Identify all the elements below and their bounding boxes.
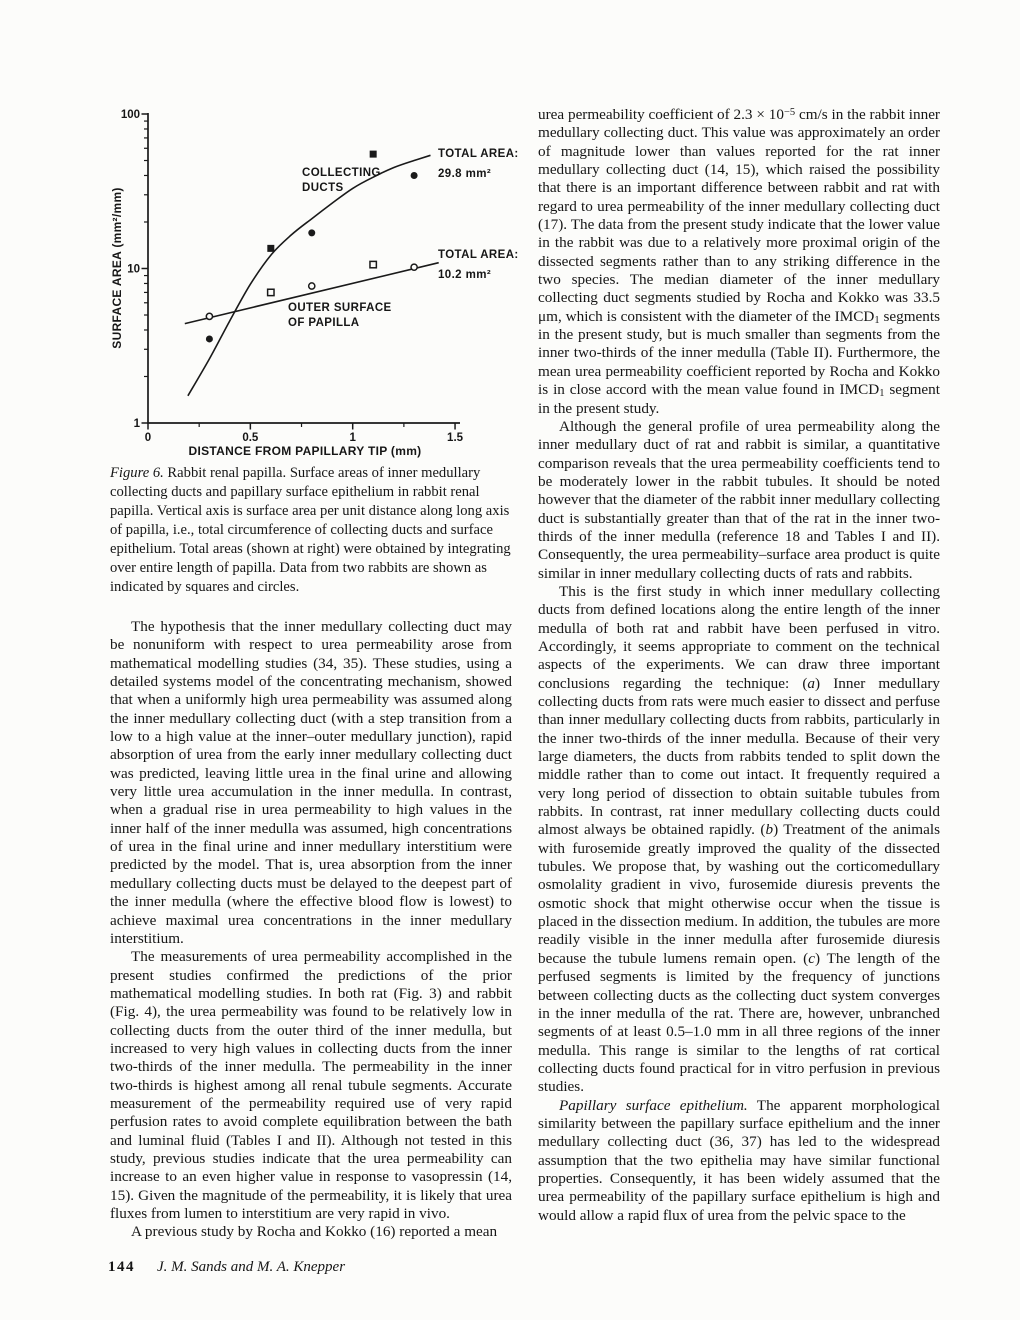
chart-annotation-outer-surface-label: OF PAPILLA [288, 317, 360, 329]
x-tick-label: 1 [349, 432, 356, 444]
chart-annotation-collecting-ducts-label: DUCTS [302, 182, 344, 194]
page-number: 144 [108, 1259, 135, 1275]
x-tick-label: 0 [144, 432, 152, 444]
paragraph: A previous study by Rocha and Kokko (16) reported a mean [131, 1223, 498, 1241]
chart-annotation-total-area-outer-surface: TOTAL AREA: [438, 249, 519, 261]
paragraph: The hypothesis that the inner medullary collecting duct may be nonuniform with respect to urea permeability arose from mathematical modelling studies (34, 35). These studies, using a detailed systems model of the concentrating mechanism, showed that when a uniformly high urea permeability was assumed along the inner medullary collecting duct (with a step transition from a low to a high value at the inner–outer medullary junction), rapid absorption of urea from the early inner medullary collecting duct was predicted, leaving little urea in the final urine and allowing very little urea accumulation in the inner medulla. In contrast, when a gradual rise in urea permeability to high values in the inner half of the inner medulla was assumed, high concentrations of urea in the final urine and inner medullary interstitium were predicted by the model. That is, urea absorption from the inner medullary collecting ducts must be delayed to the deepest part of the inner medulla (where the effective blood flow is lowest) to achieve maximal urea concentrations in the inner medullary interstitium. [110, 618, 512, 947]
data-point-filled-circle [411, 172, 418, 179]
x-tick-label: 1.5 [447, 432, 464, 444]
chart-annotation-total-area-outer-surface: 10.2 mm² [438, 269, 492, 281]
x-tick-label: 0.5 [242, 432, 259, 444]
y-tick-label: 100 [120, 109, 140, 121]
chart-annotation-total-area-collecting-ducts: TOTAL AREA: [438, 148, 519, 160]
paragraph: Figure 6. Rabbit renal papilla. Surface areas of inner medullary collecting ducts and papillary surface epithelium in rabbit renal papilla. Vertical axis is surface area per unit distance along long axis of papilla, i.e., total circumference of collecting ducts and surface epithelium. Total areas (shown at right) were obtained by integrating over entire length of papilla. Data from two rabbits are shown as indicated by squares and circles. [110, 465, 511, 595]
chart-annotation-total-area-collecting-ducts: 29.8 mm² [438, 168, 492, 180]
data-point-open-circle [309, 283, 315, 289]
chart-annotation-collecting-ducts-label: COLLECTING [302, 167, 381, 179]
y-tick-label: 10 [127, 263, 140, 276]
data-point-filled-square [267, 245, 274, 252]
data-point-open-square [268, 289, 274, 295]
paragraph: urea permeability coefficient of $2.3 \times 10^{-5}$ cm/s in the rabbit inner medullary collecting duct. This value was approximately an order of magnitude lower than values reported for the rat inner medullary collecting duct (14, 15), which raised the possibility that there is an important difference between rabbit and rat with regard to urea permeability of the inner medullary collecting duct (17). The data from the present study indicate that the lower value in the rabbit was due to a relatively more proximal origin of the dissected segments rather than to any striking difference in the two species. The median diameter of the inner medullary collecting duct segments studied by Rocha and Kokko was 33.5 μm, which is consistent with the diameter of the $IMCD_1$ segments in the present study, but is much smaller than segments from the inner two-thirds of the inner medulla (Table II). Furthermore, the mean urea permeability coefficient reported by Rocha and Kokko is in close accord with the mean value found in $IMCD_1$ segment in the present study. [538, 106, 940, 417]
chart-annotation-outer-surface-label: OUTER SURFACE [288, 302, 392, 314]
paragraph: This is the first study in which inner medullary collecting ducts from defined locations along the entire length of the inner medulla of both rat and rabbit have been perfused in vitro. Accordingly, it seems appropriate to comment on the technical aspects of the experiments. We can draw three important conclusions regarding the technique: (a) Inner medullary collecting ducts from rats were much easier to dissect and perfuse than inner medullary collecting ducts from rabbits, particularly in the inner two-thirds of the inner medulla. Because of their very large diameters, the ducts from rabbits tended to split down the middle rather than to come out intact. It frequently required a very long period of dissection to obtain suitable tubules from rabbits. In contrast, rat inner medullary collecting ducts could almost always be obtained rapidly. (b) Treatment of the animals with furosemide greatly improved the quality of the dissected tubules. We propose that, by washing out the corticomedullary osmolality gradient in vivo, furosemide diuresis prevents the osmotic shock that might otherwise occur when the tissue is placed in the dissection medium. In addition, the tubules are more readily visible in the inner medulla after furosemide diuresis because the tubule lumens remain open. (c) The length of the perfused segments is limited by the frequency of junctions between collecting ducts as the collecting duct system converges in the inner medulla of the rat. There are, however, unbranched segments of at least 0.5–1.0 mm in all three regions of the inner medulla. This range is similar to the lengths of rat cortical collecting ducts found practical for in vitro perfusion in previous studies. [538, 582, 941, 1096]
chart-curve-outer-surface-fit [185, 263, 439, 324]
left-column [110, 618, 512, 1242]
y-axis-title: SURFACE AREA (mm²/mm) [110, 187, 124, 349]
right-column [538, 106, 940, 1225]
figure-6-caption [110, 464, 514, 597]
data-point-filled-square [370, 151, 377, 158]
data-point-filled-circle [308, 229, 315, 236]
page-footer [108, 1259, 520, 1276]
data-point-open-square [370, 261, 376, 267]
paragraph: Papillary surface epithelium. The apparent morphological similarity between the papillary surface epithelium and the inner medullary collecting duct (36, 37) has led to the widespread assumption that the two epithelia may have similar functional properties. Consequently, it has been widely assumed that the urea permeability of the papillary surface epithelium is high and would allow a rapid flux of urea from the pelvic space to the [538, 1096, 940, 1224]
data-point-filled-circle [206, 335, 213, 342]
data-point-open-circle [411, 264, 417, 270]
figure-6-chart [108, 100, 528, 462]
paragraph: The measurements of urea permeability accomplished in the present studies confirmed the predictions of the prior mathematical modelling studies. In both rat (Fig. 3) and rabbit (Fig. 4), the urea permeability was found to be relatively low in collecting ducts from the outer third of the inner medulla, but increased to very high values in collecting ducts from the inner two-thirds of the inner medulla. The permeability in the inner two-thirds is highest among all renal tubule segments. Accurate measurement of the permeability required use of very rapid perfusion rates to avoid complete equilibration between the bath and luminal fluid (Tables I and II). Although not tested in this study, previous studies indicate that the urea permeability can increase to an even higher value in response to vasopressin (14, 15). Given the magnitude of the permeability, it is likely that urea fluxes from lumen to interstitium are very rapid in vivo. [110, 948, 512, 1222]
paragraph: Although the general profile of urea permeability along the inner medullary duct of rat and rabbit is similar, a quantitative comparison reveals that the urea permeability coefficients tend to be moderately lower in the rabbit tubules. It should be noted however that the diameter of the rabbit inner medullary collecting duct is substantially greater than that of the rat in the inner two-thirds of the inner medulla (reference 18 and Tables I and II). Consequently, the urea permeability–surface area product is quite similar in inner medullary collecting ducts of rats and rabbits. [538, 417, 940, 582]
running-title-authors: J. M. Sands and M. A. Knepper [157, 1259, 346, 1275]
surface-area-log-chart [108, 100, 528, 462]
x-axis-title: DISTANCE FROM PAPILLARY TIP (mm) [188, 444, 422, 458]
y-tick-label: 1 [133, 418, 140, 430]
data-point-open-circle [206, 313, 212, 319]
